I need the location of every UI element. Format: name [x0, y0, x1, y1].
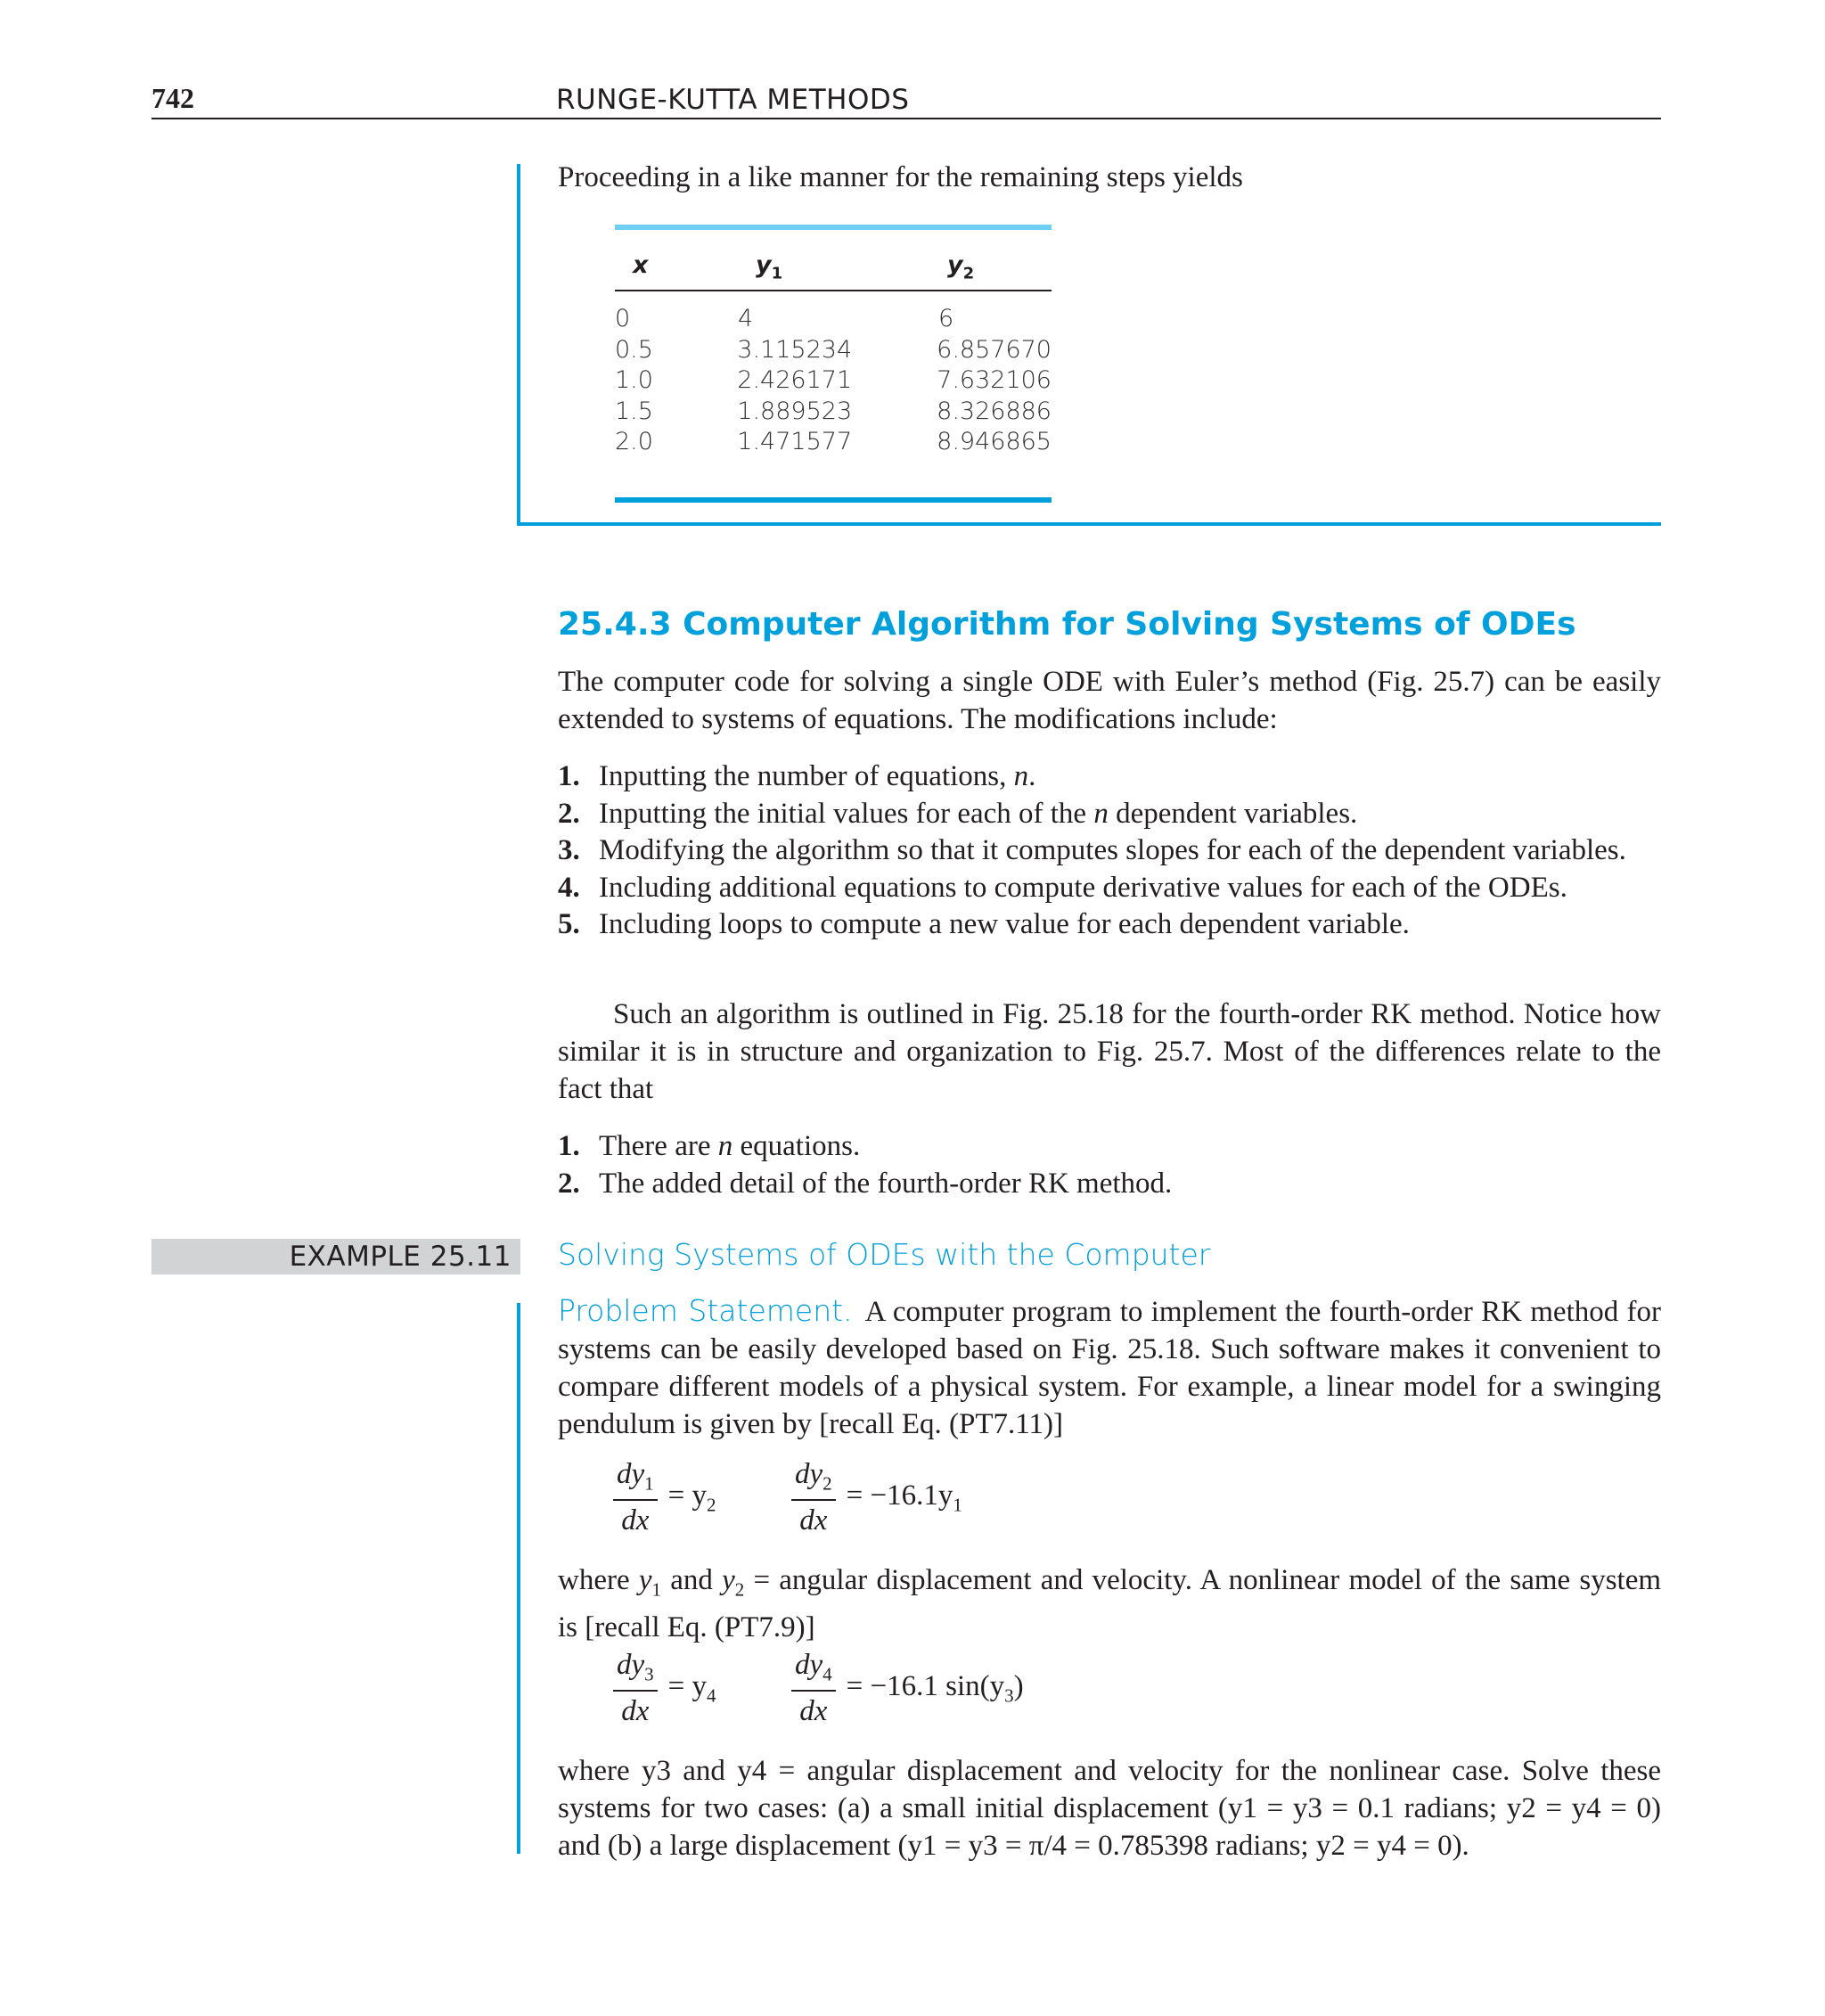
- list-item: [558, 796, 1661, 833]
- problem-statement-text: A computer program to implement the fourth-order RK method for systems can be easily developed based on Fig. 25.18. Such software makes it convenient to compare different models of a physical system. For example, a linear model for a swinging pendulum is given by [recall Eq. (PT7.11)]: [558, 1296, 1661, 1440]
- table-cell: 8.946865: [937, 428, 1052, 456]
- table-cell: 1.471577: [737, 428, 853, 456]
- list-item-number: 2.: [558, 1167, 580, 1200]
- modifications-list: [558, 758, 1661, 944]
- example-left-bar-top: [517, 164, 520, 526]
- table-header-row: [615, 251, 1052, 291]
- column-header-y2: $y_2$: [947, 251, 975, 283]
- fraction-dy2-dx: $\frac{dy_2}{dx}$: [791, 1458, 836, 1537]
- equation-rhs: = $-16.1y_1$: [846, 1479, 962, 1516]
- table-cell: 2.426171: [737, 366, 853, 395]
- table-top-rule: [615, 225, 1052, 230]
- list-item-number: 1.: [558, 760, 580, 792]
- column-header-x: x: [633, 251, 649, 279]
- list-item: [558, 1128, 1661, 1166]
- list-item-text: Including additional equations to compute derivative values for each of the ODEs.: [599, 871, 1567, 904]
- table-row: [615, 365, 1052, 397]
- fraction-dy4-dx: $\frac{dy_4}{dx}$: [791, 1649, 836, 1728]
- running-head: RUNGE-KUTTA METHODS: [556, 84, 910, 116]
- table-cell: 6.857670: [937, 335, 1052, 364]
- example-title: Solving Systems of ODEs with the Computer: [558, 1237, 1211, 1272]
- list-item-text: There are n equations.: [599, 1130, 861, 1162]
- table-row: [615, 335, 1052, 366]
- table-cell: 1.0: [615, 366, 653, 395]
- list-item-text: Inputting the number of equations, n.: [599, 760, 1036, 792]
- problem-statement: [558, 1292, 1661, 1443]
- nonlinear-equation-1: [613, 1649, 716, 1728]
- list-item-number: 4.: [558, 871, 580, 904]
- equation-rhs: = −16.1 $\sin(y_3)$: [846, 1669, 1024, 1707]
- page-number: 742: [151, 82, 194, 114]
- differences-list: [558, 1128, 1661, 1202]
- table-cell: 7.632106: [937, 366, 1052, 395]
- intro-text: Proceeding in a like manner for the remaining steps yields: [558, 161, 1243, 193]
- table-cell: 6: [938, 305, 954, 333]
- linear-equation-1: [613, 1458, 716, 1537]
- nonlinear-model-description: where y3 and y4 = angular displacement and velocity for the nonlinear case. Solve these systems for two cases: (a) a small initial displacement (y1 = y3 = 0.1 radians; y2 = y4 = 0) and (b) a large displacement (y1 = y3 = π/4 = 0.785398 radians; y2 = y4 = 0).: [558, 1755, 1661, 1862]
- table-cell: 1.5: [615, 397, 653, 425]
- list-item-text: The added detail of the fourth-order RK method.: [599, 1167, 1173, 1200]
- list-item: [558, 758, 1661, 796]
- table-cell: 2.0: [615, 428, 653, 456]
- column-header-y1: $y_1$: [756, 251, 783, 283]
- list-item-number: 3.: [558, 834, 580, 866]
- table-cell: 8.326886: [937, 397, 1052, 425]
- table-cell: 3.115234: [737, 335, 853, 364]
- section-paragraph-1: The computer code for solving a single ODE with Euler’s method (Fig. 25.7) can be easily extended to systems of equations. The modifications include:: [558, 666, 1661, 735]
- example-left-bar: [517, 1303, 520, 1854]
- example-bottom-rule: [517, 522, 1661, 526]
- fraction-dy1-dx: $\frac{dy_1}{dx}$: [613, 1458, 658, 1537]
- table-row: [615, 427, 1052, 458]
- list-item: [558, 832, 1661, 870]
- list-item-text: Inputting the initial values for each of the n dependent variables.: [599, 797, 1358, 830]
- section-paragraph-2: Such an algorithm is outlined in Fig. 25.18 for the fourth-order RK method. Notice how similar it is in structure and organization to Fig. 25.7. Most of the differences relate to the fact that: [558, 998, 1661, 1105]
- table-bottom-rule: [615, 497, 1052, 503]
- equation-rhs: = $y_4$: [667, 1669, 716, 1707]
- nonlinear-equation-2: [791, 1649, 1024, 1728]
- list-item-text: Including loops to compute a new value for each dependent variable.: [599, 908, 1410, 940]
- linear-equation-2: [791, 1458, 962, 1537]
- section-heading: 25.4.3 Computer Algorithm for Solving Systems of ODEs: [558, 606, 1576, 643]
- table-cell: 1.889523: [737, 397, 853, 425]
- list-item-text: Modifying the algorithm so that it computes slopes for each of the dependent variables.: [599, 834, 1626, 866]
- table-row: [615, 397, 1052, 428]
- list-item-number: 2.: [558, 797, 580, 830]
- table-cell: 4: [738, 305, 754, 333]
- list-item: [558, 870, 1661, 907]
- table-cell: 0.5: [615, 335, 653, 364]
- table-row: [615, 304, 1052, 335]
- problem-statement-label: Problem Statement.: [558, 1293, 853, 1328]
- list-item-number: 5.: [558, 908, 580, 940]
- example-label: EXAMPLE 25.11: [289, 1241, 511, 1273]
- list-item: [558, 1166, 1661, 1203]
- table-body: [615, 304, 1052, 458]
- fraction-dy3-dx: $\frac{dy_3}{dx}$: [613, 1649, 658, 1728]
- linear-model-description: where $y_1$ and $y_2$ = angular displacement and velocity. A nonlinear model of the same system is [recall Eq. (PT7.9)]: [558, 1564, 1662, 1643]
- header-rule: [151, 118, 1661, 119]
- list-item: [558, 906, 1661, 944]
- list-item-number: 1.: [558, 1130, 580, 1162]
- table-cell: 0: [615, 305, 631, 333]
- equation-rhs: = $y_2$: [667, 1479, 716, 1516]
- results-table: [615, 225, 1052, 503]
